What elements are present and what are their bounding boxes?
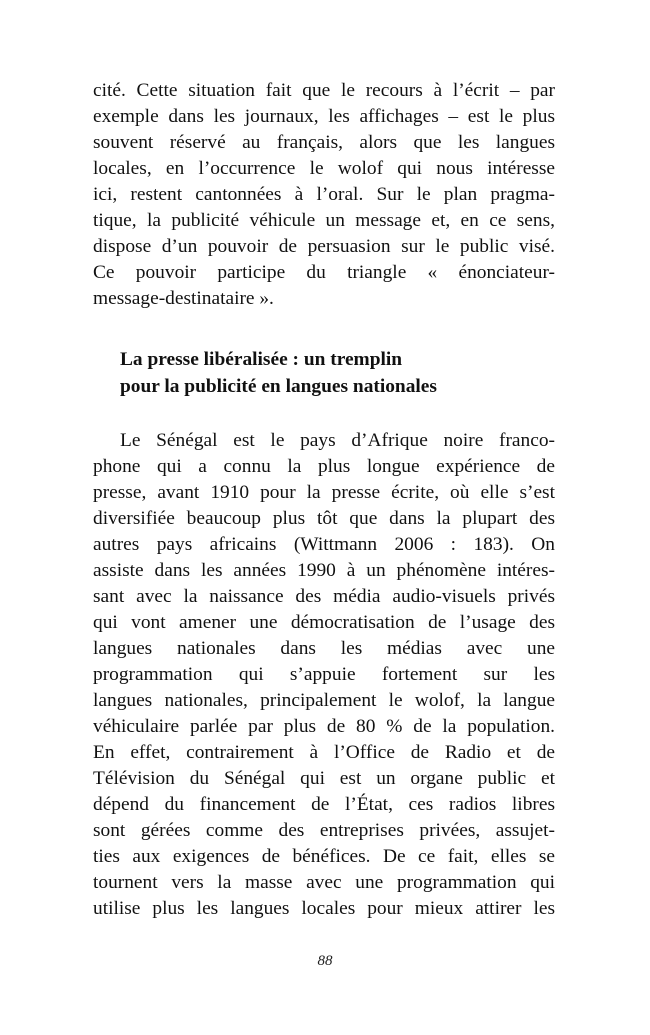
text-line: dépend du financement de l’État, ces radios libres [93, 794, 555, 815]
text-line: En effet, contrairement à l’Office de Radio et de [93, 742, 555, 763]
text-line: ici, restent cantonnées à l’oral. Sur le plan pragma- [93, 184, 555, 205]
heading-line: pour la publicité en langues nationales [120, 376, 437, 397]
text-line: Télévision du Sénégal qui est un organe public et [93, 768, 555, 789]
text-line: Ce pouvoir participe du triangle « énonciateur- [93, 262, 555, 283]
text-line: exemple dans les journaux, les affichages – est le plus [93, 106, 555, 127]
text-line: programmation qui s’appuie fortement sur les [93, 664, 555, 685]
text-line: dispose d’un pouvoir de persuasion sur le public visé. [93, 236, 555, 257]
text-line: diversifiée beaucoup plus tôt que dans la plupart des [93, 508, 555, 529]
text-line: langues nationales dans les médias avec une [93, 638, 555, 659]
text-line: ties aux exigences de bénéfices. De ce fait, elles se [93, 846, 555, 867]
page-number: 88 [317, 953, 333, 969]
text-line: cité. Cette situation fait que le recours à l’écrit – par [93, 80, 555, 101]
page-body [93, 78, 555, 919]
text-line: message-destinataire ». [93, 288, 274, 309]
text-line: Le Sénégal est le pays d’Afrique noire franco- [120, 430, 555, 451]
section-heading [120, 346, 437, 400]
text-line: souvent réservé au français, alors que les langues [93, 132, 555, 153]
text-line: sant avec la naissance des média audio-visuels privés [93, 586, 555, 607]
paragraph-1 [93, 78, 555, 312]
text-line: locales, en l’occurrence le wolof qui nous intéresse [93, 158, 555, 179]
text-line: assiste dans les années 1990 à un phénomène intéres- [93, 560, 555, 581]
text-line: tournent vers la masse avec une programmation qui [93, 872, 555, 893]
text-line: qui vont amener une démocratisation de l’usage des [93, 612, 555, 633]
text-line: sont gérées comme des entreprises privées, assujet- [93, 820, 555, 841]
text-line: utilise plus les langues locales pour mieux attirer les [93, 898, 555, 919]
text-line: langues nationales, principalement le wolof, la langue [93, 690, 555, 711]
text-line: autres pays africains (Wittmann 2006 : 183). On [93, 534, 555, 555]
heading-line: La presse libéralisée : un tremplin [120, 349, 403, 370]
text-line: presse, avant 1910 pour la presse écrite, où elle s’est [93, 482, 555, 503]
paragraph-2 [93, 428, 555, 922]
text-line: phone qui a connu la plus longue expérience de [93, 456, 555, 477]
text-line: véhiculaire parlée par plus de 80 % de la population. [93, 716, 555, 737]
text-line: tique, la publicité véhicule un message et, en ce sens, [93, 210, 555, 231]
